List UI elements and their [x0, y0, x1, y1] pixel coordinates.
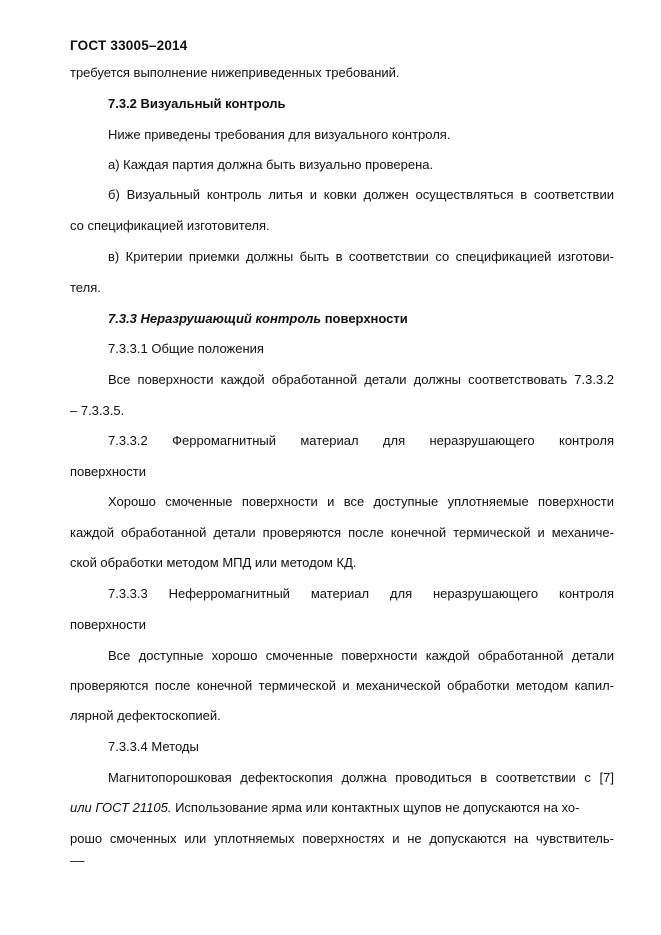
subsection-heading-7-3-3-2: 7.3.3.2 Ферромагнитный материал для неразрушающего контроля: [108, 433, 614, 448]
subsection-heading-7-3-3-4: 7.3.3.4 Методы: [108, 739, 199, 754]
text-line: рошо смоченных или уплотняемых поверхностях и не допускаются на чувствитель-: [70, 831, 614, 846]
text-line: поверхности: [70, 464, 146, 479]
text-line: Магнитопорошковая дефектоскопия должна проводиться в соответствии с [7]: [108, 770, 614, 785]
text-fragment: Использование ярма или контактных щупов не допускаются на хо-: [171, 800, 580, 815]
section-heading-7-3-3: [108, 311, 408, 327]
text-line: Хорошо смоченные поверхности и все доступные уплотняемые поверхности: [108, 494, 614, 509]
heading-part-italic: 7.3.3 Неразрушающий контроль: [108, 311, 322, 326]
text-line: проверяются после конечной термической и механической обработки методом капил-: [70, 678, 614, 693]
standard-reference: или ГОСТ 21105.: [70, 800, 172, 815]
list-item-a: а) Каждая партия должна быть визуально проверена.: [108, 157, 434, 172]
text-line: каждой обработанной детали проверяются после конечной термической и механиче-: [70, 525, 614, 540]
text-line: теля.: [70, 280, 101, 295]
text-line: со спецификацией изготовителя.: [70, 218, 270, 233]
text-line-with-reference: [70, 800, 614, 816]
text-line: ––: [70, 853, 85, 868]
document-header: ГОСТ 33005–2014: [70, 38, 188, 53]
section-heading-7-3-2: 7.3.2 Визуальный контроль: [108, 96, 286, 111]
text-line: поверхности: [70, 617, 146, 632]
list-item-b: б) Визуальный контроль литья и ковки должен осуществляться в соответствии: [108, 187, 614, 202]
text-line: ской обработки методом МПД или методом КД.: [70, 555, 357, 570]
text-line: – 7.3.3.5.: [70, 403, 125, 418]
text-line: лярной дефектоскопией.: [70, 708, 221, 723]
subsection-heading-7-3-3-3: 7.3.3.3 Неферромагнитный материал для неразрушающего контроля: [108, 586, 614, 601]
subsection-heading-7-3-3-1: 7.3.3.1 Общие положения: [108, 341, 264, 356]
list-item-v: в) Критерии приемки должны быть в соответствии со спецификацией изготови-: [108, 249, 614, 264]
text-line: Все доступные хорошо смоченные поверхности каждой обработанной детали: [108, 648, 614, 663]
text-line: Ниже приведены требования для визуального контроля.: [108, 127, 451, 142]
text-line: Все поверхности каждой обработанной детали должны соответствовать 7.3.3.2: [108, 372, 614, 387]
text-line: требуется выполнение нижеприведенных требований.: [70, 65, 400, 80]
heading-part-bold: поверхности: [321, 311, 408, 326]
